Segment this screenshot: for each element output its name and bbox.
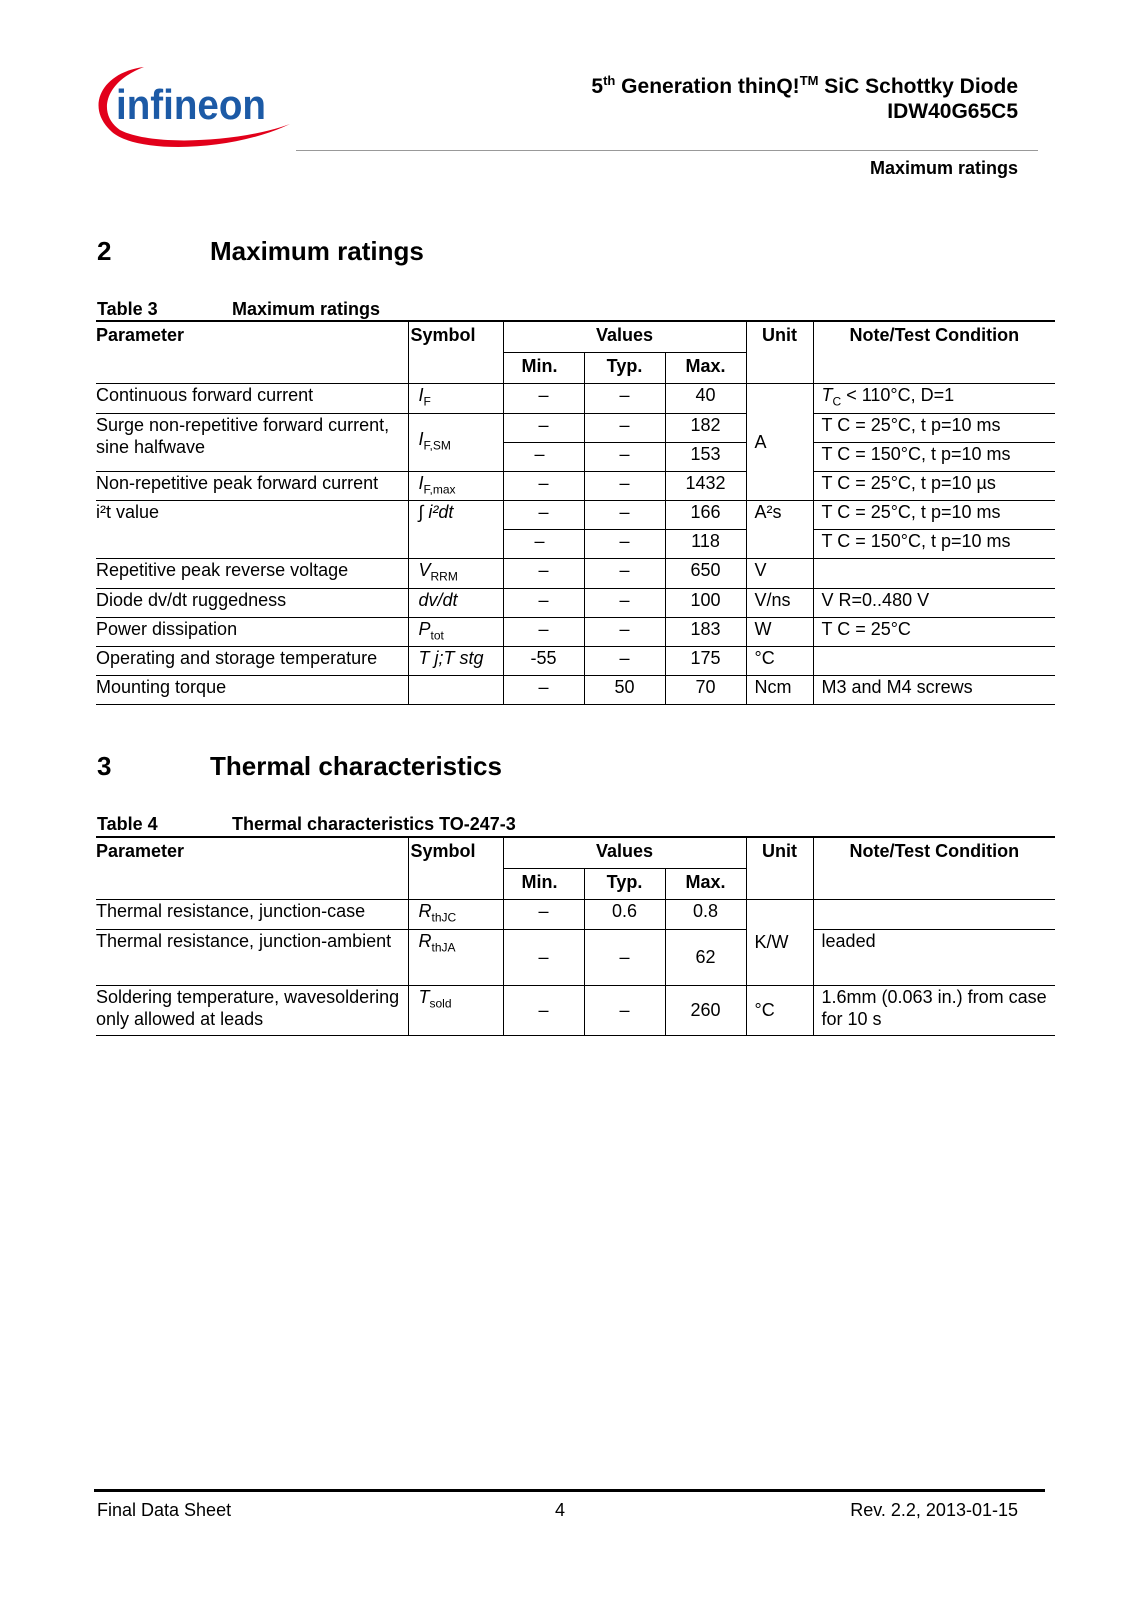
cell-param: i²t value xyxy=(96,501,408,559)
cell-unit: Ncm xyxy=(746,676,813,705)
col-header-min: Min. xyxy=(503,353,584,384)
cell-min: – xyxy=(503,676,584,705)
cell-typ: – xyxy=(584,442,665,471)
cell-param: Surge non-repetitive forward current, sine halfwave xyxy=(96,413,408,471)
col-header-unit: Unit xyxy=(746,321,813,384)
cell-unit: W xyxy=(746,617,813,647)
table-row xyxy=(96,559,1055,589)
cell-symbol: $I_{F,SM}$ xyxy=(408,413,503,471)
part-number: IDW40G65C5 xyxy=(887,100,1018,123)
cell-min: – xyxy=(503,617,584,647)
cell-max: 70 xyxy=(665,676,746,705)
cell-unit: A xyxy=(746,384,813,501)
cell-unit: K/W xyxy=(746,900,813,986)
cell-min: – xyxy=(503,588,584,617)
page-number: 4 xyxy=(555,1500,566,1520)
col-header-unit: Unit xyxy=(746,837,813,900)
cell-min: – xyxy=(503,501,584,530)
cell-param: Continuous forward current xyxy=(96,384,408,414)
table-row xyxy=(96,985,1055,1035)
document-title xyxy=(591,74,1018,124)
cell-typ: – xyxy=(584,471,665,501)
cell-param: Mounting torque xyxy=(96,676,408,705)
cell-max: 100 xyxy=(665,588,746,617)
cell-symbol: $R_{thJC}$ xyxy=(408,900,503,930)
cell-min: – xyxy=(503,985,584,1035)
header-divider xyxy=(296,150,1038,151)
cell-note: T C = 150°C, t p=10 ms xyxy=(813,530,1055,559)
col-header-symbol: Symbol xyxy=(408,837,503,900)
cell-typ: – xyxy=(584,929,665,985)
cell-max: 183 xyxy=(665,617,746,647)
cell-typ: 50 xyxy=(584,676,665,705)
cell-typ: 0.6 xyxy=(584,900,665,930)
cell-min: – xyxy=(503,442,584,471)
cell-param: Thermal resistance, junction-ambient xyxy=(96,929,408,985)
cell-typ: – xyxy=(584,559,665,589)
table-row xyxy=(96,501,1055,530)
table-row xyxy=(96,617,1055,647)
cell-note: T C = 25°C xyxy=(813,617,1055,647)
cell-typ: – xyxy=(584,985,665,1035)
cell-min: -55 xyxy=(503,647,584,676)
table-row xyxy=(96,676,1055,705)
cell-note xyxy=(813,559,1055,589)
cell-unit: V xyxy=(746,559,813,589)
cell-note xyxy=(813,647,1055,676)
cell-min: – xyxy=(503,471,584,501)
cell-symbol: dv/dt xyxy=(408,588,503,617)
cell-note: T C = 25°C, t p=10 ms xyxy=(813,413,1055,442)
col-header-note: Note/Test Condition xyxy=(813,321,1055,384)
cell-note: 1.6mm (0.063 in.) from case for 10 s xyxy=(813,985,1055,1035)
table-3-caption: Table 3 Maximum ratings xyxy=(97,299,381,319)
section-heading-2: 2 Maximum ratings xyxy=(97,236,424,266)
col-header-max: Max. xyxy=(665,869,746,900)
cell-typ: – xyxy=(584,588,665,617)
cell-param: Non-repetitive peak forward current xyxy=(96,471,408,501)
cell-note: T C = 25°C, t p=10 µs xyxy=(813,471,1055,501)
col-header-values: Values xyxy=(503,321,746,353)
cell-unit: V/ns xyxy=(746,588,813,617)
cell-note: T C = 25°C, t p=10 ms xyxy=(813,501,1055,530)
cell-max: 650 xyxy=(665,559,746,589)
header-section-label: Maximum ratings xyxy=(869,158,1018,178)
cell-symbol xyxy=(408,676,503,705)
cell-unit: °C xyxy=(746,985,813,1035)
maximum-ratings-table xyxy=(96,320,1055,705)
table-row xyxy=(96,413,1055,442)
cell-unit: A²s xyxy=(746,501,813,559)
table-row xyxy=(96,929,1055,985)
cell-param: Thermal resistance, junction-case xyxy=(96,900,408,930)
table-4-caption: Table 4 Thermal characteristics TO-247-3 xyxy=(97,814,516,834)
cell-max: 62 xyxy=(665,929,746,985)
cell-typ: – xyxy=(584,501,665,530)
table-row xyxy=(96,647,1055,676)
cell-symbol: ∫ i²dt xyxy=(408,501,503,559)
col-header-parameter: Parameter xyxy=(96,837,408,900)
cell-symbol: $T_{sold}$ xyxy=(408,985,503,1035)
cell-min: – xyxy=(503,929,584,985)
cell-typ: – xyxy=(584,617,665,647)
cell-max: 118 xyxy=(665,530,746,559)
infineon-logo xyxy=(92,62,294,150)
cell-symbol: $I_F$ xyxy=(408,384,503,414)
col-header-typ: Typ. xyxy=(584,869,665,900)
cell-note: M3 and M4 screws xyxy=(813,676,1055,705)
table-row xyxy=(96,384,1055,414)
col-header-note: Note/Test Condition xyxy=(813,837,1055,900)
cell-param: Diode dv/dt ruggedness xyxy=(96,588,408,617)
cell-unit: °C xyxy=(746,647,813,676)
cell-typ: – xyxy=(584,413,665,442)
col-header-parameter: Parameter xyxy=(96,321,408,384)
col-header-max: Max. xyxy=(665,353,746,384)
col-header-min: Min. xyxy=(503,869,584,900)
cell-min: – xyxy=(503,530,584,559)
cell-max: 260 xyxy=(665,985,746,1035)
table-row xyxy=(96,588,1055,617)
cell-symbol: $V_{RRM}$ xyxy=(408,559,503,589)
cell-max: 40 xyxy=(665,384,746,414)
cell-min: – xyxy=(503,559,584,589)
cell-note: leaded xyxy=(813,929,1055,985)
cell-note: V R=0..480 V xyxy=(813,588,1055,617)
col-header-symbol: Symbol xyxy=(408,321,503,384)
cell-max: 175 xyxy=(665,647,746,676)
col-header-typ: Typ. xyxy=(584,353,665,384)
cell-max: 1432 xyxy=(665,471,746,501)
table-row xyxy=(96,471,1055,501)
cell-symbol: $R_{thJA}$ xyxy=(408,929,503,985)
footer-revision: Rev. 2.2, 2013-01-15 xyxy=(850,1500,1018,1520)
cell-max: 153 xyxy=(665,442,746,471)
cell-min: – xyxy=(503,900,584,930)
cell-param: Repetitive peak reverse voltage xyxy=(96,559,408,589)
cell-param: Soldering temperature, wavesoldering only allowed at leads xyxy=(96,985,408,1035)
cell-note xyxy=(813,900,1055,930)
col-header-values: Values xyxy=(503,837,746,869)
footer-divider xyxy=(94,1489,1045,1492)
cell-symbol: T j;T stg xyxy=(408,647,503,676)
cell-param: Power dissipation xyxy=(96,617,408,647)
cell-symbol: $I_{F,max}$ xyxy=(408,471,503,501)
thermal-characteristics-table xyxy=(96,836,1055,1036)
product-line: 5th Generation thinQ!™ SiC Schottky Diode xyxy=(591,73,1018,98)
cell-max: 166 xyxy=(665,501,746,530)
footer-doc-type: Final Data Sheet xyxy=(97,1500,232,1520)
cell-max: 0.8 xyxy=(665,900,746,930)
cell-typ: – xyxy=(584,384,665,414)
cell-symbol: $P_{tot}$ xyxy=(408,617,503,647)
table-row xyxy=(96,900,1055,930)
cell-typ: – xyxy=(584,530,665,559)
cell-note: T C = 150°C, t p=10 ms xyxy=(813,442,1055,471)
cell-min: – xyxy=(503,384,584,414)
section-heading-3: 3 Thermal characteristics xyxy=(97,751,502,781)
cell-typ: – xyxy=(584,647,665,676)
svg-text:infineon: infineon xyxy=(116,81,266,128)
cell-note: $T_C < 110^\circ C$, D=1 xyxy=(813,384,1055,414)
cell-max: 182 xyxy=(665,413,746,442)
cell-param: Operating and storage temperature xyxy=(96,647,408,676)
cell-min: – xyxy=(503,413,584,442)
